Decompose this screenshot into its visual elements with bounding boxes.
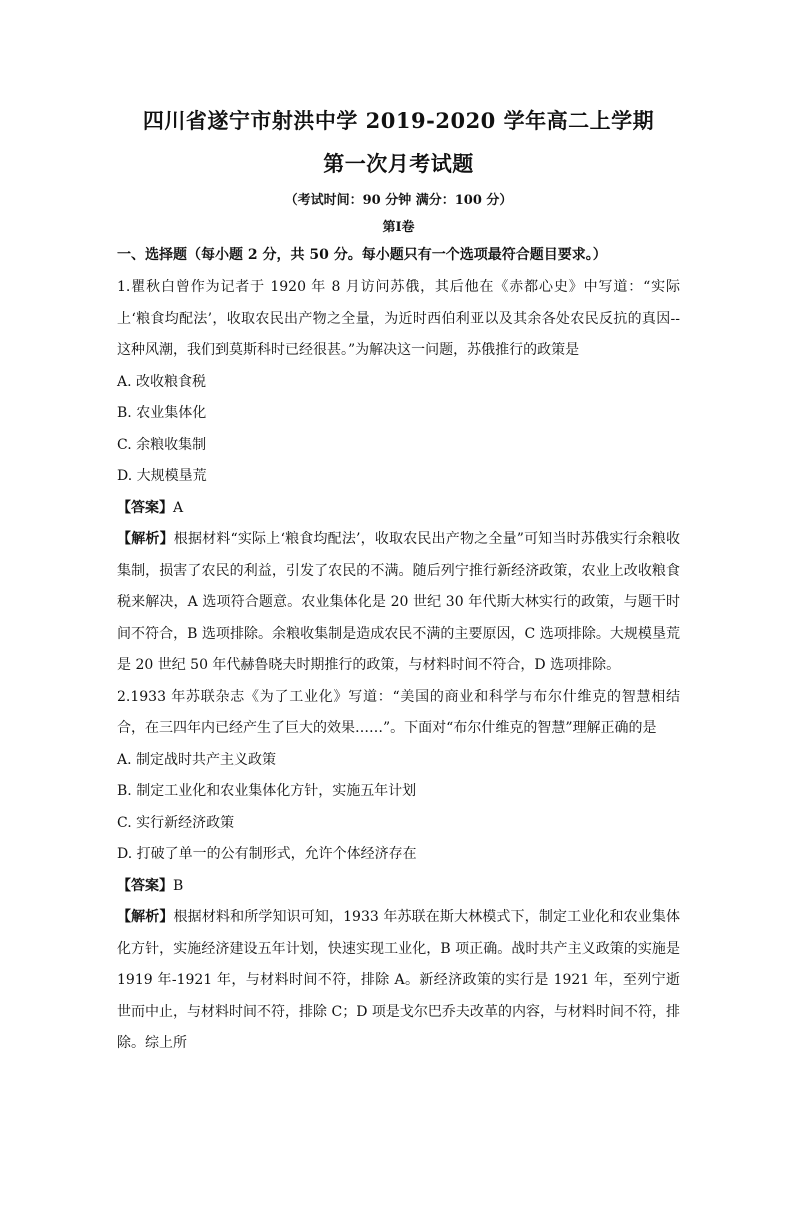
exam-info: （考试时间：90 分钟 满分：100 分） (284, 193, 513, 208)
option-d: D. 大规模垦荒 (117, 468, 207, 484)
answer-value: A (173, 499, 184, 516)
analysis-text: 根据材料和所学知识可知，1933 年苏联在斯大林模式下，制定工业化和农业集体化方针，实施经济建设五年计划，快速实现工业化，B 项正确。战时共产主义政策的实施是 1919 年-1921 年，与材料时间不符，排除 A。新经济政策的实行是 1921 年，至列宁逝世而中止，与材料时间不符，排除 C；D 项是戈尔巴乔夫改革的内容，与材料时间不符，排除。综上所 (117, 909, 681, 1051)
question-stem: 1.瞿秋白曾作为记者于 1920 年 8 月访问苏俄，其后他在《赤都心史》中写道：“实际上‘粮食均配法’，收取农民出产物之全量，为近时西伯利亚以及其余各处农民反抗的真因--这种风潮，我们到莫斯科时已经很甚。”为解决这一问题，苏俄推行的政策是 (117, 279, 680, 358)
option-b: B. 制定工业化和农业集体化方针，实施五年计划 (117, 783, 417, 799)
option-b: B. 农业集体化 (117, 405, 207, 421)
analysis-text: 根据材料“实际上‘粮食均配法’，收取农民出产物之全量”可知当时苏俄实行余粮收集制，损害了农民的利益，引发了农民的不满。随后列宁推行新经济政策，农业上改收粮食税来解决，A 选项符合题意。农业集体化是 20 世纪 30 年代斯大林实行的政策，与题干时间不符合，B 选项排除。余粮收集制是造成农民不满的主要原因，C 选项排除。大规模垦荒是 20 世纪 50 年代赫鲁晓夫时期推行的政策，与材料时间不符合，D 选项排除。 (117, 531, 681, 673)
analysis-line (117, 524, 680, 682)
answer-line (117, 493, 680, 525)
analysis-line (117, 902, 680, 1060)
volume-label: 第Ⅰ卷 (382, 220, 415, 235)
option-d: D. 打破了单一的公有制形式，允许个体经济存在 (117, 846, 417, 862)
document-subtitle: 第一次月考试题 (323, 151, 474, 176)
answer-label: 【答案】 (117, 499, 173, 516)
analysis-label: 【解析】 (117, 909, 174, 925)
section-heading: 一、选择题（每小题 2 分，共 50 分。每小题只有一个选项最符合题目要求。） (117, 247, 607, 263)
option-a: A. 改收粮食税 (117, 373, 207, 390)
answer-label: 【答案】 (117, 877, 173, 894)
question-stem: 2.1933 年苏联杂志《为了工业化》写道：“美国的商业和科学与布尔什维克的智慧相结合，在三四年内已经产生了巨大的效果……”。下面对“布尔什维克的智慧”理解正确的是 (117, 688, 680, 736)
option-c: C. 实行新经济政策 (117, 814, 235, 831)
question-2 (117, 682, 680, 1060)
answer-value: B (173, 877, 184, 894)
answer-line (117, 871, 680, 903)
question-1 (117, 272, 680, 682)
analysis-label: 【解析】 (117, 531, 174, 547)
option-c: C. 余粮收集制 (117, 436, 207, 453)
option-a: A. 制定战时共产主义政策 (117, 751, 277, 768)
document-title: 四川省遂宁市射洪中学 2019-2020 学年高二上学期 (142, 108, 655, 133)
document-page (0, 107, 794, 1230)
